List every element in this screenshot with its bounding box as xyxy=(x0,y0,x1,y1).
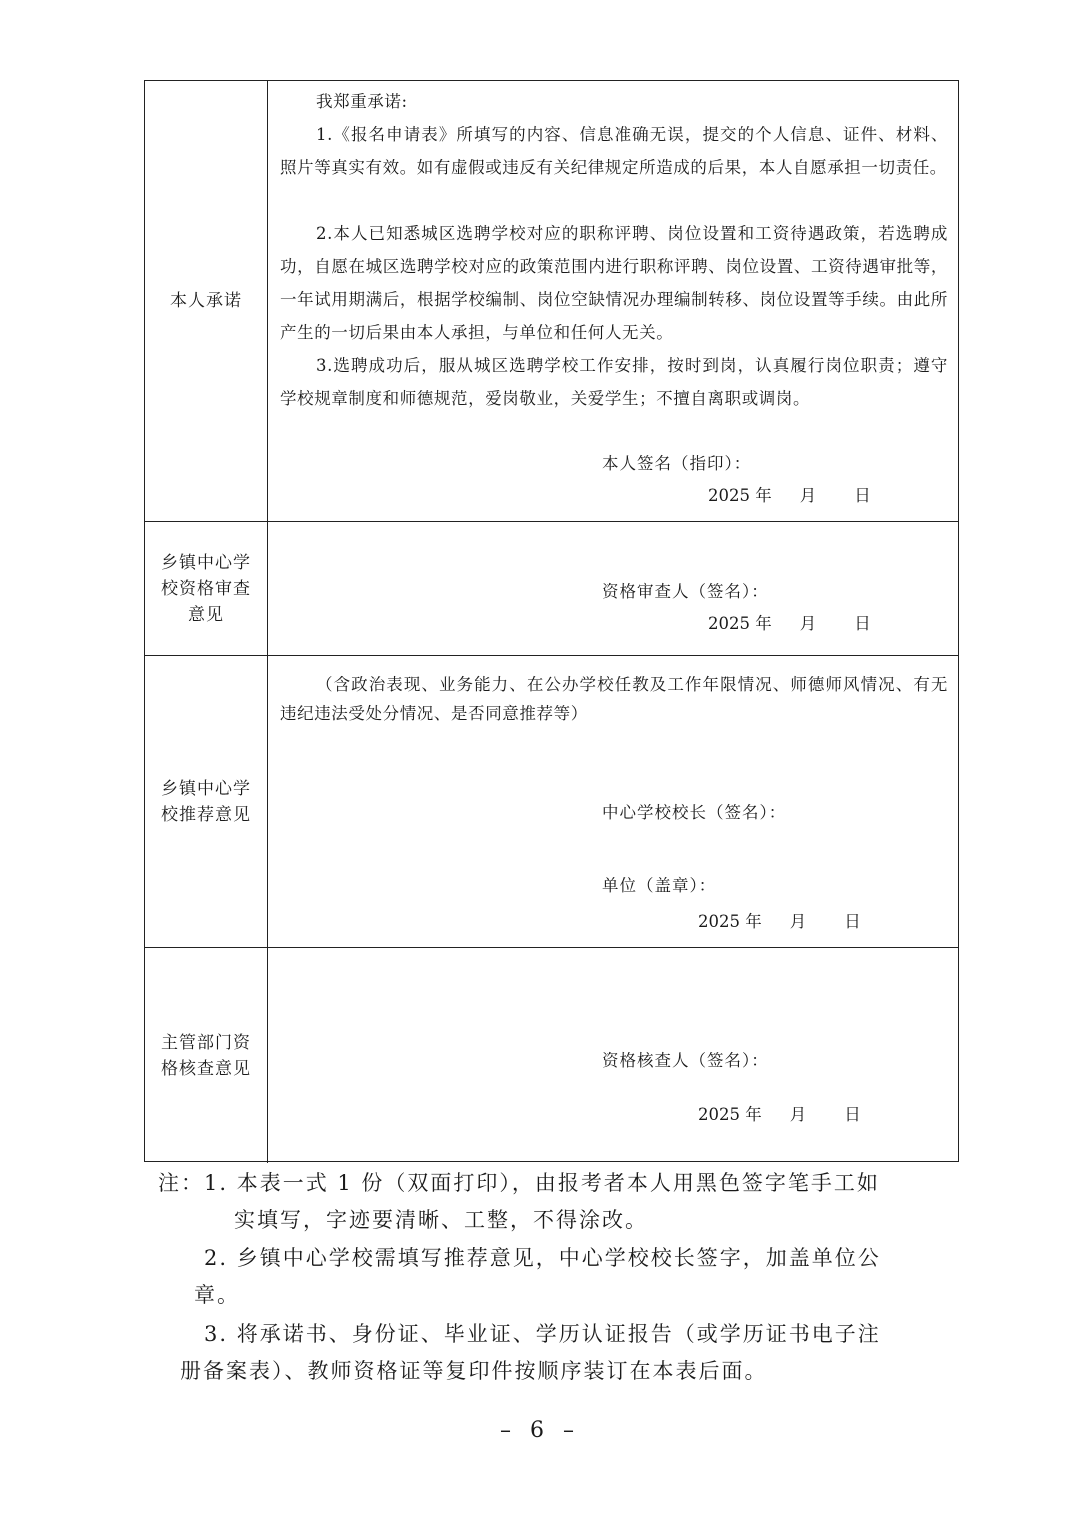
page-number: – 6 – xyxy=(500,1418,580,1443)
note-3-continued: 册备案表）、教师资格证等复印件按顺序装订在本表后面。 xyxy=(180,1359,768,1383)
pledge-label: 本人承诺 xyxy=(145,81,268,521)
recommendation-content xyxy=(268,656,958,947)
pledge-intro: 我郑重承诺: xyxy=(316,92,408,111)
recommendation-date: 2025 年 月 日 xyxy=(698,912,861,931)
note-2-continued: 章。 xyxy=(194,1283,240,1307)
pledge-signature-label: 本人签名（指印）： xyxy=(602,454,752,473)
recommendation-hint: （含政治表现、业务能力、在公办学校任教及工作年限情况、师德师风情况、有无违纪违法受处分情况、是否同意推荐等） xyxy=(280,675,948,723)
recommendation-label: 乡镇中心学 校推荐意见 xyxy=(145,656,268,947)
note-1: 注：1. 本表一式 1 份（双面打印），由报考者本人用黑色签字笔手工如 xyxy=(158,1171,880,1195)
pledge-item-3: 3.选聘成功后，服从城区选聘学校工作安排，按时到岗，认真履行岗位职责；遵守学校规章制度和师德规范，爱岗敬业，关爱学生；不擅自离职或调岗。 xyxy=(280,356,948,408)
department-check-row xyxy=(145,947,958,1163)
department-check-label: 主管部门资 格核查意见 xyxy=(145,948,268,1163)
department-checker-signature: 资格核查人（签名）： xyxy=(602,1051,769,1070)
principal-signature-label: 中心学校校长（签名）： xyxy=(602,803,787,822)
unit-seal-label: 单位（盖章）： xyxy=(602,876,717,895)
pledge-date: 2025 年 月 日 xyxy=(708,486,871,505)
qualification-review-content xyxy=(268,522,958,655)
pledge-content xyxy=(268,81,958,521)
department-check-date: 2025 年 月 日 xyxy=(698,1105,861,1124)
pledge-item-2: 2.本人已知悉城区选聘学校对应的职称评聘、岗位设置和工资待遇政策，若选聘成功，自愿在城区选聘学校对应的政策范围内进行职称评聘、岗位设置、工资待遇审批等，一年试用期满后，根据学校编制、岗位空缺情况办理编制转移、岗位设置等手续。由此所产生的一切后果由本人承担，与单位和任何人无关。 xyxy=(280,224,948,342)
note-2: 2. 乡镇中心学校需填写推荐意见，中心学校校长签字，加盖单位公 xyxy=(204,1246,881,1270)
note-3: 3. 将承诺书、身份证、毕业证、学历认证报告（或学历证书电子注 xyxy=(204,1322,881,1346)
qualification-review-date: 2025 年 月 日 xyxy=(708,614,871,633)
qualification-review-label: 乡镇中心学 校资格审查 意见 xyxy=(145,522,268,655)
qualification-reviewer-signature: 资格审查人（签名）： xyxy=(602,582,769,601)
application-form-table xyxy=(144,80,959,1162)
pledge-item-1: 1.《报名申请表》所填写的内容、信息准确无误，提交的个人信息、证件、材料、照片等真实有效。如有虚假或违反有关纪律规定所造成的后果，本人自愿承担一切责任。 xyxy=(280,125,948,177)
pledge-row xyxy=(145,81,958,521)
note-1-continued: 实填写，字迹要清晰、工整，不得涂改。 xyxy=(234,1208,648,1232)
qualification-review-row xyxy=(145,521,958,655)
recommendation-row xyxy=(145,655,958,947)
department-check-content xyxy=(268,948,958,1163)
